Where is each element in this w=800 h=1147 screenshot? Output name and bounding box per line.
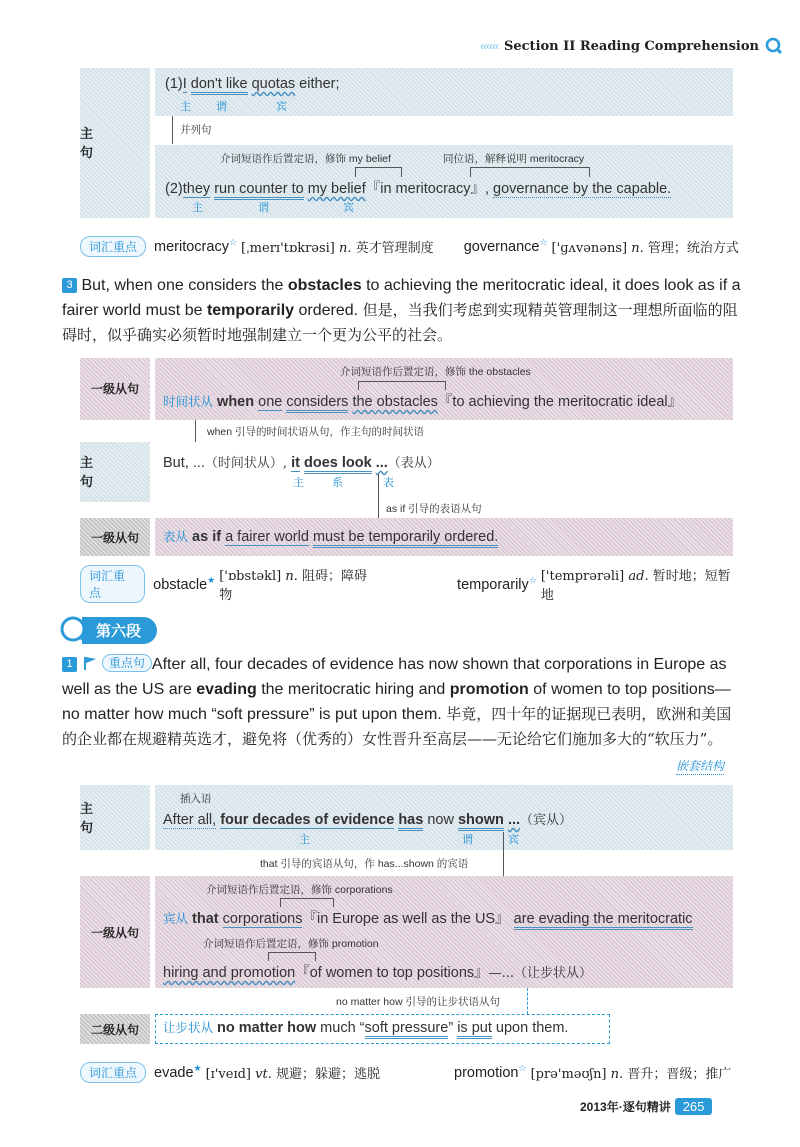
block1-note-b-bracket bbox=[470, 167, 590, 168]
block3-note-corp-tick2 bbox=[333, 898, 334, 907]
para6-1-tag: 重点句 bbox=[102, 654, 152, 672]
vocab1-tag: 词汇重点 bbox=[80, 236, 146, 257]
block3-note-that: that 引导的宾语从句，作 has...shown 的宾语 bbox=[260, 858, 469, 870]
block2-role-p: 表 bbox=[383, 477, 394, 489]
block1-line1: (1)I don't like quotas either; bbox=[165, 76, 340, 92]
para6-1: 1 重点句 After all, four decades of evidence has now shown that corporations in Europe as well as the US are evading the meritocratic hiring and promotion of women to top positions—no matter how much “soft pressure” is put upon them. 毕竟，四十年的证据现已表明，欧洲和美国的企业都在规避精英选才，避免将（优秀的）女性晋升至高层——无论给它们施加多大的“软压力”。 bbox=[62, 652, 742, 752]
block3-line4: 让步状从 no matter how much “soft pressure” is put upon them. bbox=[163, 1018, 568, 1036]
block2-note-asif: as if 引导的表语从句 bbox=[386, 503, 482, 515]
block3-that-connector bbox=[503, 832, 504, 876]
vocab3-def-1: [prə'məʊʃn] n. 晋升；晋级；推广 bbox=[530, 1066, 732, 1082]
block2-asif-connector bbox=[378, 474, 379, 518]
block1-connector-line bbox=[172, 116, 173, 144]
block3-note-promo-tick2 bbox=[315, 952, 316, 961]
block1-note-b-tick2 bbox=[589, 167, 590, 177]
book-title: 2013年·逐句精讲 bbox=[580, 1099, 671, 1114]
vocab2-tag: 词汇重点 bbox=[80, 565, 145, 603]
vocab2-def-1: ['temprərəli] ad. 暂时地；短暂地 bbox=[540, 569, 731, 603]
para3: 3 But, when one considers the obstacles to achieving the meritocratic ideal, it does look as if a fairer world must be temporarily ordered. 但是，当我们考虑到实现精英管理制这一理想所面临的阻碍时，似乎确实必须暂时地强制建立一个更为公平的社会。 bbox=[62, 277, 741, 344]
vocab1-word-1: governance☆ bbox=[463, 237, 548, 255]
vocab1-def-0: [ˌmerɪ'tɒkrəsi] n. 英才管理制度 bbox=[241, 240, 434, 256]
page-number: 265 bbox=[675, 1098, 713, 1115]
block3-label1: 主 句 bbox=[80, 801, 108, 835]
nested-structure-link[interactable]: 嵌套结构 bbox=[676, 759, 725, 773]
block3-label3: 二级从句 bbox=[90, 1022, 139, 1037]
block3-line3: hiring and promotion『of women to top positions』—...（让步状从） bbox=[163, 965, 593, 981]
block1-connector: 并列句 bbox=[180, 124, 212, 136]
header-arrows: ‹‹‹‹‹‹ bbox=[480, 39, 498, 53]
block1-note-a-tick1 bbox=[355, 167, 356, 177]
block2-note-top-tick2 bbox=[445, 381, 446, 390]
block2-label1: 一级从句 bbox=[90, 381, 139, 396]
block3-label2: 一级从句 bbox=[90, 925, 139, 940]
block3-note-corp-tick1 bbox=[280, 898, 281, 907]
block3-note-promo-bracket bbox=[268, 952, 316, 953]
vocab3-word-1: promotion☆ bbox=[454, 1063, 527, 1081]
block2-label3: 一级从句 bbox=[90, 530, 139, 545]
block2-note-when: when 引导的时间状语从句，作主句的时间状语 bbox=[207, 426, 425, 438]
vocab3-def-0: [ɪ'veɪd] vt. 规避；躲避；逃脱 bbox=[205, 1066, 381, 1082]
block1-note-a-tick2 bbox=[401, 167, 402, 177]
page-footer bbox=[580, 1095, 712, 1117]
block3-line1: After all, four decades of evidence has now shown ...（宾从） bbox=[163, 809, 572, 828]
section6-title: 第六段 bbox=[82, 617, 157, 644]
vocab3-word-0: evade★ bbox=[154, 1063, 202, 1081]
block2-when-connector bbox=[195, 420, 196, 442]
block1-role-o2: 宾 bbox=[343, 202, 354, 214]
block1-role-v2: 谓 bbox=[258, 202, 269, 214]
block2-note-top-bracket bbox=[358, 381, 446, 382]
block3-note-corp-bracket bbox=[280, 898, 334, 899]
block3-note-promo: 介词短语作后置定语，修饰 promotion bbox=[203, 938, 379, 950]
block2-note-top: 介词短语作后置定语，修饰 the obstacles bbox=[340, 366, 531, 378]
block3-note-promo-tick1 bbox=[268, 952, 269, 961]
vocab3-tag: 词汇重点 bbox=[80, 1062, 146, 1083]
search-icon bbox=[60, 616, 88, 644]
vocab1-def-1: ['ɡʌvənəns] n. 管理；统治方式 bbox=[551, 240, 739, 256]
block2-note-top-tick1 bbox=[358, 381, 359, 390]
search-icon bbox=[765, 37, 783, 55]
block1-line2: (2)they run counter to my belief『in meritocracy』, governance by the capable. bbox=[165, 177, 671, 198]
page-header bbox=[480, 36, 783, 56]
block3-role-v: 谓 bbox=[462, 834, 473, 846]
para3-num: 3 bbox=[62, 278, 77, 293]
block2-role-v: 系 bbox=[332, 477, 343, 489]
block3-nomatter-connector bbox=[527, 988, 528, 1014]
vocab2-word-1: temporarily☆ bbox=[457, 575, 537, 593]
block3-line2: 宾从 that corporations『in Europe as well as the US』 are evading the meritocratic bbox=[163, 907, 693, 928]
block3-role-s: 主 bbox=[299, 834, 310, 846]
block1-note-a: 介词短语作后置定语，修饰 my belief bbox=[220, 153, 391, 165]
section-title: Section II Reading Comprehension bbox=[503, 38, 759, 54]
para6-1-num: 1 bbox=[62, 657, 77, 672]
block1-role-o1: 宾 bbox=[276, 101, 287, 113]
block1-role-s1: 主 bbox=[180, 101, 191, 113]
vocab3-row bbox=[80, 1061, 740, 1083]
block2-role-s: 主 bbox=[293, 477, 304, 489]
block2-line3: 表从 as if a fairer world must be temporarily ordered. bbox=[163, 527, 498, 545]
block3-insert-note: 插入语 bbox=[180, 793, 212, 805]
block1-note-a-bracket bbox=[355, 167, 402, 168]
block1-note-b-tick1 bbox=[470, 167, 471, 177]
vocab2-word-0: obstacle★ bbox=[153, 575, 216, 593]
block1-note-b: 同位语，解释说明 meritocracy bbox=[443, 153, 585, 165]
vocab1-row bbox=[80, 235, 740, 257]
vocab1-word-0: meritocracy☆ bbox=[154, 237, 238, 255]
section6-heading bbox=[60, 616, 157, 644]
flag-icon bbox=[83, 653, 97, 667]
block1-role-v1: 谓 bbox=[216, 101, 227, 113]
vocab2-row bbox=[80, 569, 740, 603]
block3-note-corp: 介词短语作后置定语，修饰 corporations bbox=[206, 884, 393, 896]
block2-line2: But, ...（时间状从）, it does look ...（表从） bbox=[163, 452, 440, 471]
block1-label: 主 句 bbox=[80, 126, 108, 160]
vocab2-def-0: ['ɒbstəkl] n. 阻碍；障碍物 bbox=[219, 569, 368, 603]
block3-note-nomatter: no matter how 引导的让步状语从句 bbox=[336, 996, 500, 1008]
block2-label2: 主 句 bbox=[80, 455, 108, 489]
block3-role-o: 宾 bbox=[508, 834, 519, 846]
block2-line1: 时间状从 when one considers the obstacles『to achieving the meritocratic ideal』 bbox=[163, 390, 682, 411]
block1-role-s2: 主 bbox=[192, 202, 203, 214]
